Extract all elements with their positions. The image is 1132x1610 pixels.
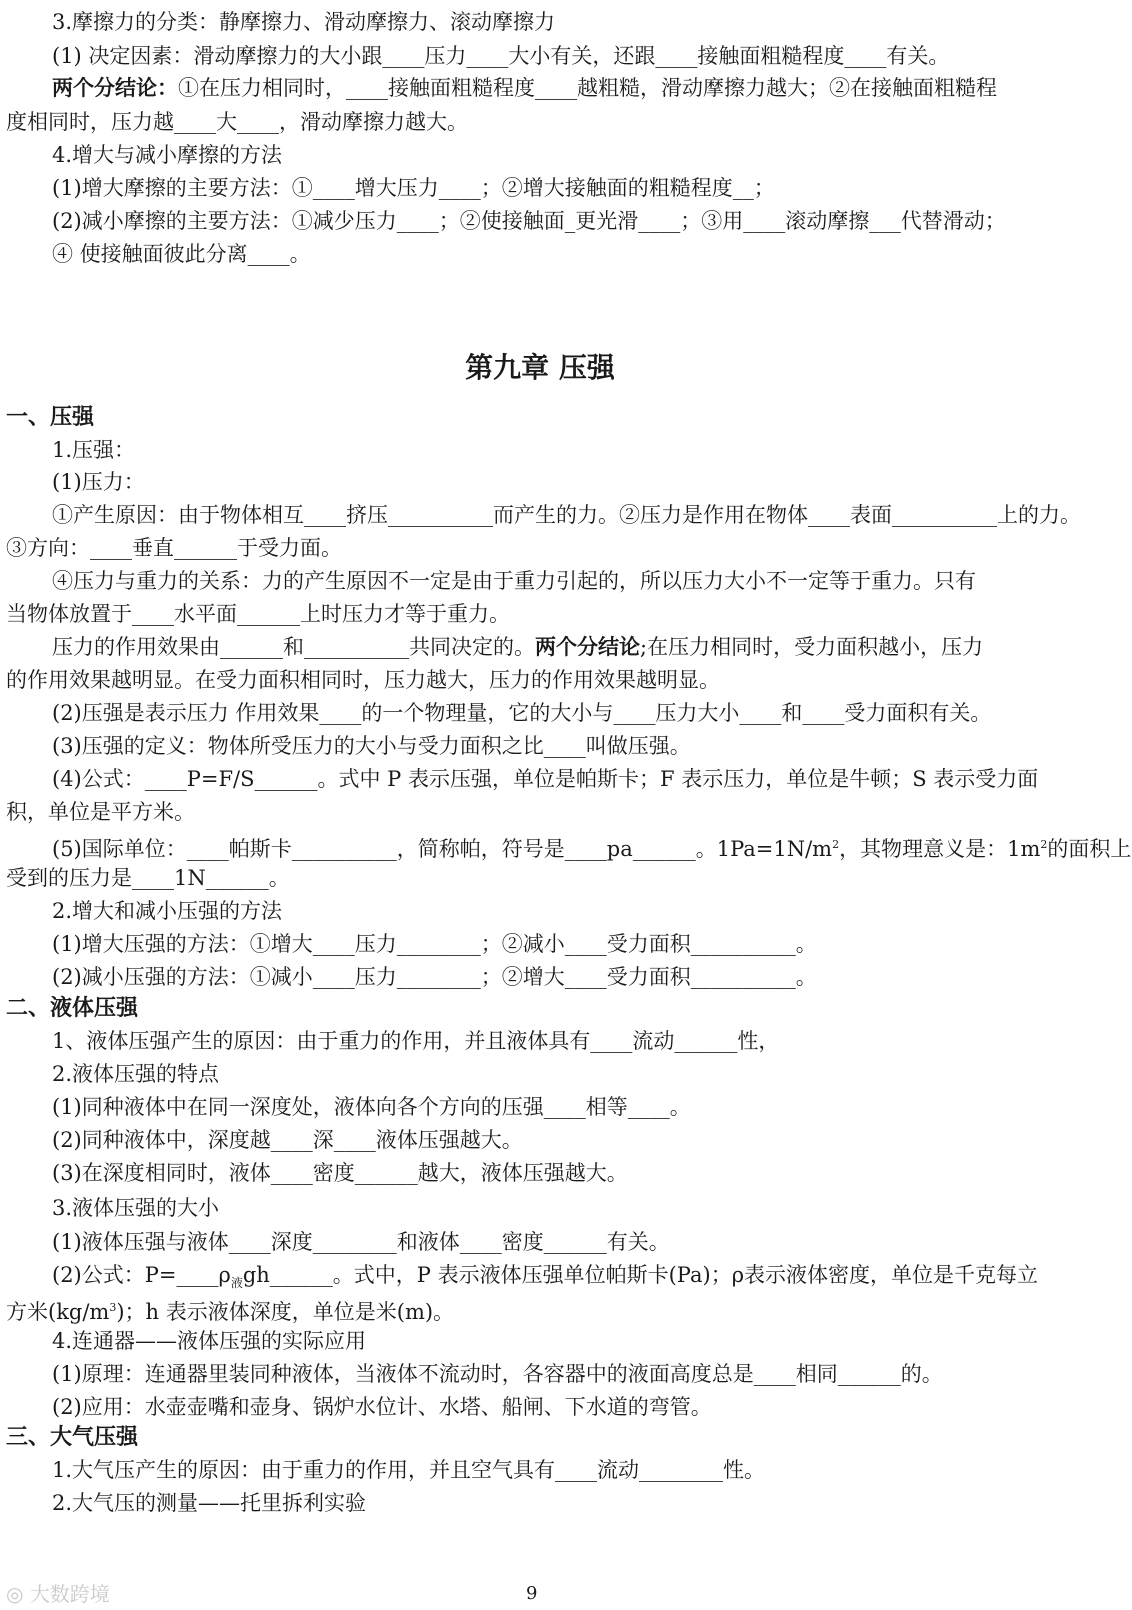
text-line: 4.连通器——液体压强的实际应用 (52, 1329, 367, 1353)
text-span: 方米(kg/m (6, 1300, 110, 1324)
text-line: 1.大气压产生的原因：由于重力的作用，并且空气具有____流动________性。 (52, 1458, 766, 1482)
text-line: 4.增大与减小摩擦的方法 (52, 143, 283, 167)
watermark-text: 大数跨境 (29, 1582, 110, 1606)
text-line: 1、液体压强产生的原因：由于重力的作用，并且液体具有____流动______性， (52, 1029, 780, 1053)
bold-label: 两个分结论： (52, 75, 178, 100)
text-line: (1)原理：连通器里装同种液体，当液体不流动时，各容器中的液面高度总是____相同______的。 (52, 1362, 943, 1386)
page-number: 9 (526, 1583, 538, 1604)
text-line: (1)增大压强的方法：①增大____压力________；②减小____受力面积__________。 (52, 932, 817, 956)
text-line: (2)减小压强的方法：①减小____压力________；②增大____受力面积__________。 (52, 965, 817, 989)
text-line: (1)压力： (52, 470, 145, 494)
text-line: 积，单位是平方米。 (6, 800, 195, 824)
text-line (52, 1261, 1132, 1297)
text-line: (3)压强的定义：物体所受压力的大小与受力面积之比____叫做压强。 (52, 734, 691, 758)
text-span: ，其物理意义是：1m (839, 837, 1041, 861)
text-line: (2)减小摩擦的主要方法：①减少压力____；②使接触面_更光滑____；③用____滚动摩擦___代替滑动； (52, 209, 1006, 233)
text-span: ①在压力相同时，____接触面粗糙程度____越粗糙，滑动摩擦力越大；②在接触面粗糙程 (178, 76, 997, 100)
chapter-title: 第九章 压强 (465, 351, 615, 384)
text-span: 的面积上 (1047, 837, 1132, 861)
bold-label: 两个分结论 (535, 634, 640, 659)
text-line: 1.压强： (52, 438, 136, 462)
text-span: ;在压力相同时，受力面积越小，压力 (640, 635, 984, 659)
text-span: (5)国际单位：____帕斯卡__________，简称帕，符号是____pa______。1Pa=1N/m (52, 837, 833, 861)
watermark-logo (6, 1578, 110, 1607)
text-line: 2.大气压的测量——托里拆利实验 (52, 1491, 367, 1515)
section-heading: 一、压强 (6, 404, 95, 430)
text-line: (4)公式：____P=F/S______。式中 P 表示压强，单位是帕斯卡；F 表示压力，单位是牛顿；S 表示受力面 (52, 767, 1039, 791)
text-line (52, 831, 1132, 863)
text-line: 度相同时，压力越____大____，滑动摩擦力越大。 (6, 110, 468, 134)
subscript: 液 (230, 1276, 243, 1291)
text-line: ④压力与重力的关系：力的产生原因不一定是由于重力引起的，所以压力大小不一定等于重力。只有 (52, 569, 976, 593)
text-line: (2)应用：水壶壶嘴和壶身、锅炉水位计、水塔、船闸、下水道的弯管。 (52, 1395, 712, 1419)
text-span: gh______。式中，P 表示液体压强单位帕斯卡(Pa)；ρ表示液体密度，单位是千克每立 (242, 1263, 1039, 1287)
text-line: ④ 使接触面彼此分离____。 (52, 242, 311, 266)
text-line: (1) 决定因素：滑动摩擦力的大小跟____压力____大小有关，还跟____接触面粗糙程度____有关。 (52, 44, 950, 68)
watermark-icon: ◎ (6, 1582, 24, 1606)
section-heading: 三、大气压强 (6, 1424, 139, 1450)
superscript: 2 (832, 838, 840, 851)
text-line: (3)在深度相同时，液体____密度______越大，液体压强越大。 (52, 1161, 628, 1185)
text-line: (1)液体压强与液体____深度________和液体____密度______有关。 (52, 1230, 670, 1254)
text-line (52, 74, 1132, 102)
text-span: )；h 表示液体深度，单位是米(m)。 (116, 1300, 455, 1324)
text-line: (2)压强是表示压力 作用效果____的一个物理量，它的大小与____压力大小____和____受力面积有关。 (52, 701, 992, 725)
text-line: 2.增大和减小压强的方法 (52, 899, 283, 923)
text-line: (1)同种液体中在同一深度处，液体向各个方向的压强____相等____。 (52, 1095, 691, 1119)
superscript: 3 (109, 1301, 117, 1314)
text-line: 的作用效果越明显。在受力面积相同时，压力越大，压力的作用效果越明显。 (6, 668, 720, 692)
text-line: 3.摩擦力的分类：静摩擦力、滑动摩擦力、滚动摩擦力 (52, 10, 556, 34)
text-line: 2.液体压强的特点 (52, 1062, 220, 1086)
section-heading: 二、液体压强 (6, 995, 139, 1021)
text-line: (2)同种液体中，深度越____深____液体压强越大。 (52, 1128, 523, 1152)
text-line: ③方向：____垂直______于受力面。 (6, 536, 342, 560)
text-line (6, 1294, 1086, 1326)
text-line (52, 633, 1132, 661)
superscript: 2 (1040, 838, 1048, 851)
text-line: 受到的压力是____1N______。 (6, 866, 290, 890)
text-line: ①产生原因：由于物体相互____挤压__________而产生的力。②压力是作用在物体____表面__________上的力。 (52, 503, 1081, 527)
text-span: 压力的作用效果由______和__________共同决定的。 (52, 635, 535, 659)
text-line: 当物体放置于____水平面______上时压力才等于重力。 (6, 602, 510, 626)
text-line: (1)增大摩擦的主要方法：①____增大压力____；②增大接触面的粗糙程度__； (52, 176, 775, 200)
text-line: 3.液体压强的大小 (52, 1196, 220, 1220)
text-span: (2)公式：P=____ρ (52, 1263, 231, 1287)
